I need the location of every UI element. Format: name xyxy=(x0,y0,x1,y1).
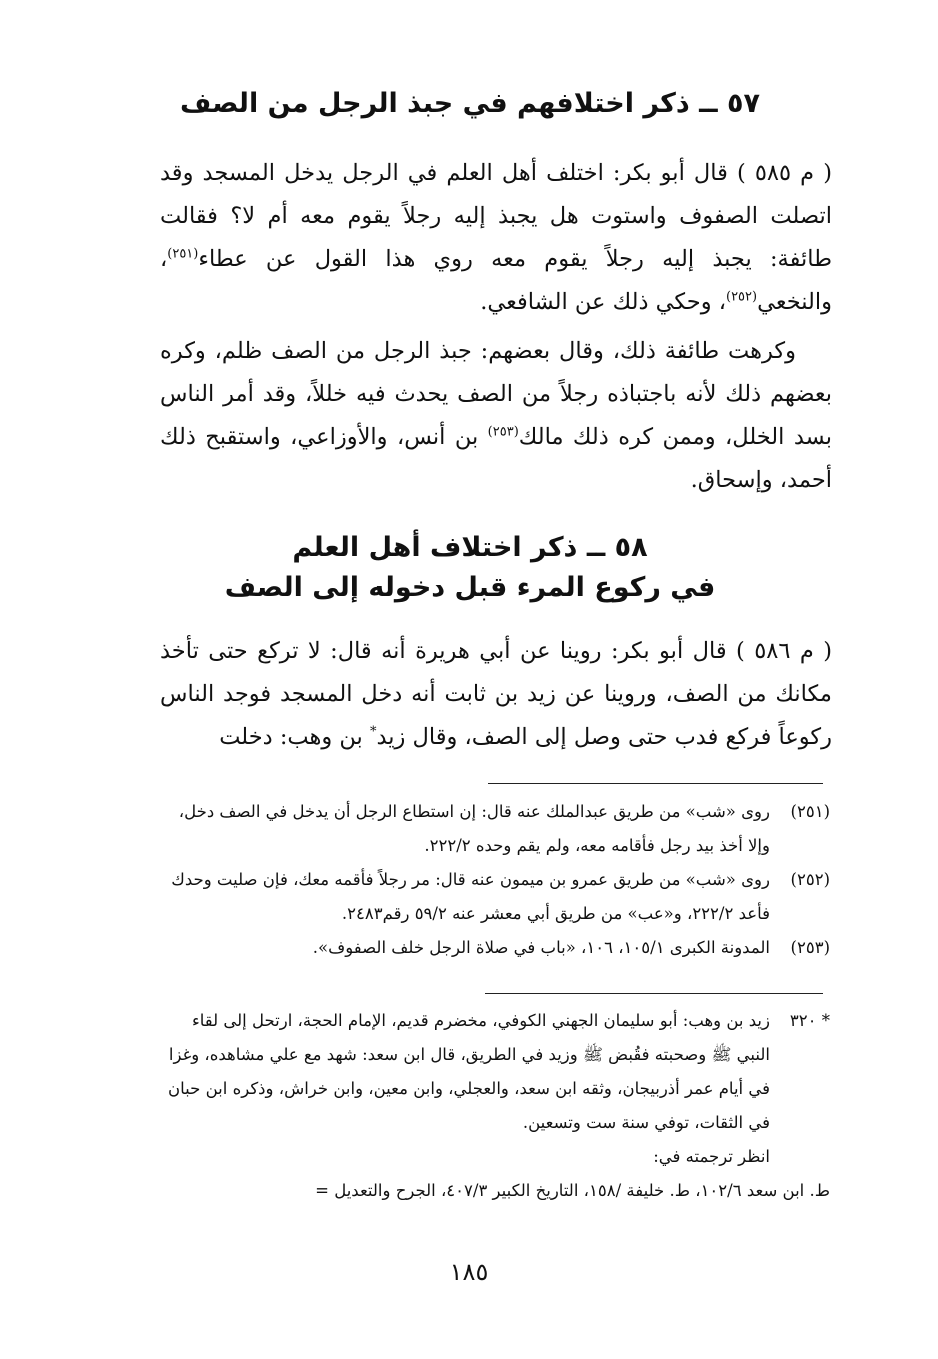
footnote-text: المدونة الكبرى ١٠٥/١، ١٠٦، «باب في صلاة الرجل خلف الصفوف». xyxy=(312,938,770,957)
section-title-line-1: ٥٨ ــ ذكر اختلاف أهل العلم xyxy=(292,532,648,563)
paragraph-disagreement xyxy=(160,330,832,502)
page-number: ١٨٥ xyxy=(449,1258,489,1286)
section-title: ٥٧ ــ ذكر اختلافهم في جبذ الرجل من الصف xyxy=(180,88,760,119)
paragraph-text: ، وحكي ذلك عن الشافعي. xyxy=(480,289,726,315)
paragraph-text: ، والنخعي xyxy=(160,246,832,315)
paragraph-585 xyxy=(160,152,832,324)
footnote-number: (٢٥٣) xyxy=(790,938,830,957)
footnote-252 xyxy=(158,863,830,931)
biography-references xyxy=(158,1174,830,1208)
footnote-ref-253[interactable]: (٢٥٣) xyxy=(487,424,519,440)
biography-see-also xyxy=(158,1140,830,1174)
footnote-251 xyxy=(158,795,830,863)
biography-number: * ٣٢٠ xyxy=(789,1011,830,1030)
references-text: ط. ابن سعد ١٠٢/٦، ط. خليفة /١٥٨، التاريخ الكبير ٤٠٧/٣، الجرح والتعديل = xyxy=(315,1181,830,1200)
footnote-number: (٢٥١) xyxy=(790,802,830,821)
footnotes xyxy=(158,795,830,965)
section-heading-58 xyxy=(150,528,790,608)
paragraph-text: ( م ٥٨٥ ) قال أبو بكر: اختلف أهل العلم في الرجل يدخل المسجد وقد اتصلت الصفوف واستوت هل يجبذ إليه رجلاً يقوم معه أم لا؟ فقالت طائفة: يجبذ إليه رجلاً يقوم معه روي هذا القول عن عطاء xyxy=(160,160,832,272)
paragraph-586 xyxy=(160,630,832,759)
biography-marker[interactable]: * xyxy=(369,724,377,740)
biography-divider xyxy=(485,993,823,994)
footnote-ref-252[interactable]: (٢٥٢) xyxy=(725,289,758,305)
section-title-line-2: في ركوع المرء قبل دخوله إلى الصف xyxy=(224,572,716,603)
section-heading-57 xyxy=(150,84,790,124)
paragraph-text: بن أنس، والأوزاعي، واستقبح ذلك أحمد، وإسحاق. xyxy=(160,424,832,493)
biography-text: زيد بن وهب: أبو سليمان الجهني الكوفي، مخضرم قديم، الإمام الحجة، ارتحل إلى لقاء النبي ﷺ وصحبته فقُبض ﷺ وزيد في الطريق، قال ابن سعد: شهد مع علي مشاهده، وغزا في أيام عمر أذربيجان، وثقه ابن سعد، والعجلي، وابن معين، وابن خراش، وذكره ابن حبان في الثقات، توفي سنة ست وتسعين. xyxy=(168,1011,770,1132)
footnote-text: روى «شب» من طريق عبدالملك عنه قال: إن استطاع الرجل أن يدخل في الصف دخل، وإلا أخذ بيد رجل فأقامه معه، ولم يقم وحده ٢٢٢/٢. xyxy=(178,802,770,855)
paragraph-text: ( م ٥٨٦ ) قال أبو بكر: روينا عن أبي هريرة أنه قال: لا تركع حتى تأخذ مكانك من الصف، وروينا عن زيد بن ثابت أنه دخل المسجد فوجد الناس ركوعاً فركع فدب حتى وصل إلى الصف، وقال زيد xyxy=(160,638,832,750)
paragraph-text: وكرهت طائفة ذلك، وقال بعضهم: جبذ الرجل من الصف ظلم، وكره بعضهم ذلك لأنه باجتباذه رجلاً من الصف يحدث فيه خللاً، وقد أمر الناس بسد الخلل، وممن كره ذلك مالك xyxy=(160,338,832,450)
footnote-ref-251[interactable]: (٢٥١) xyxy=(167,246,199,262)
footnote-divider xyxy=(488,783,823,784)
biography-entry xyxy=(158,1004,830,1140)
see-also-label: انظر ترجمته في: xyxy=(653,1147,770,1166)
footnote-number: (٢٥٢) xyxy=(790,870,830,889)
footnote-text: روى «شب» من طريق عمرو بن ميمون عنه قال: مر رجلاً فأقمه معك، فإن صليت وحدك فأعد ٢٢٢/٢، و«عب» من طريق أبي معشر عنه ٥٩/٢ رقم٢٤٨٣. xyxy=(171,870,770,923)
paragraph-text: بن وهب: دخلت xyxy=(219,724,370,750)
biography-notes xyxy=(158,1004,830,1208)
footnote-253 xyxy=(158,931,830,965)
